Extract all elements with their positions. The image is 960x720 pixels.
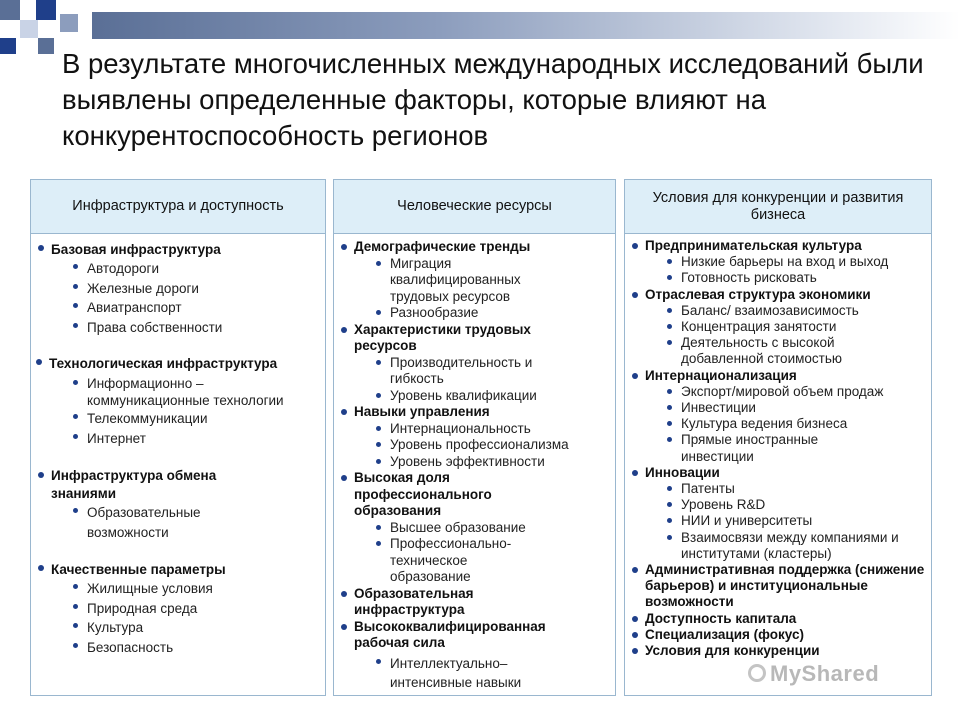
group-title: Высококвалифицированная рабочая сила	[338, 619, 611, 652]
group-title: Качественные параметры	[35, 560, 321, 579]
list-item: Интернациональность	[338, 421, 611, 438]
group-title: Специализация (фокус)	[629, 627, 927, 643]
list-item: Разнообразие	[338, 305, 611, 322]
list-item: Безопасность	[35, 638, 321, 658]
watermark-logo-icon	[748, 664, 766, 682]
group-title: Условия для конкуренции	[629, 643, 927, 659]
list-item: Готовность рисковать	[629, 270, 927, 286]
group-title: Базовая инфраструктура	[35, 240, 321, 259]
column-header: Инфраструктура и доступность	[31, 180, 325, 234]
list-item: Миграция квалифицированных трудовых ресурсов	[338, 256, 611, 306]
list-item: Автодороги	[35, 259, 321, 279]
list-item: Образовательные возможности	[35, 503, 247, 542]
list-item: Патенты	[629, 481, 927, 497]
list-item: Железные дороги	[35, 279, 321, 299]
column-infrastructure	[30, 179, 326, 696]
slide-title: В результате многочисленных международных исследований были выявлены определенные факторы, которые влияют на конкурентоспособность регионов	[62, 48, 924, 151]
group-title: Административная поддержка (снижение барьеров) и институциональные возможности	[629, 562, 927, 611]
group-title: Доступность капитала	[629, 611, 927, 627]
list-item: Авиатранспорт	[35, 298, 321, 318]
group-title: Интернационализация	[629, 368, 927, 384]
decor-square	[38, 38, 54, 54]
column-header: Человеческие ресурсы	[334, 180, 615, 234]
list-item: НИИ и университеты	[629, 513, 927, 529]
group-title: Характеристики трудовых ресурсов	[338, 322, 611, 355]
decor-square	[0, 38, 16, 54]
list-item: Уровень квалификации	[338, 388, 611, 405]
list-item: Экспорт/мировой объем продаж	[629, 384, 927, 400]
list-item: Культура	[35, 618, 321, 638]
group-title: Демографические тренды	[338, 239, 611, 256]
list-item: Телекоммуникации	[35, 409, 321, 429]
list-item: Культура ведения бизнеса	[629, 416, 927, 432]
group-title: Предпринимательская культура	[629, 238, 927, 254]
list-item: Инвестиции	[629, 400, 927, 416]
group-title: Инновации	[629, 465, 927, 481]
list-item: Высшее образование	[338, 520, 611, 537]
decor-square	[36, 0, 56, 20]
group-title: Технологическая инфраструктура	[33, 354, 321, 373]
list-item: Информационно – коммуникационные технологии	[35, 375, 321, 409]
header-gradient-bar	[92, 12, 960, 39]
list-item: Природная среда	[35, 599, 321, 619]
group-title: Высокая доля профессионального образования	[338, 470, 611, 520]
list-item: Деятельность с высокой добавленной стоимостью	[629, 335, 927, 367]
column-business-conditions	[624, 179, 932, 696]
list-item: Интернет	[35, 429, 321, 449]
list-item: Интеллектуально–интенсивные навыки	[338, 654, 611, 692]
decor-square	[0, 0, 20, 20]
list-item: Прямые иностранные инвестиции	[629, 432, 927, 464]
group-title: Навыки управления	[338, 404, 611, 421]
list-item: Баланс/ взаимозависимость	[629, 303, 927, 319]
group-title: Отраслевая структура экономики	[629, 287, 927, 303]
column-human-resources	[333, 179, 616, 696]
list-item: Концентрация занятости	[629, 319, 927, 335]
group-title: Инфраструктура обмена знаниями	[35, 467, 251, 503]
list-item: Низкие барьеры на вход и выход	[629, 254, 927, 270]
list-item: Уровень профессионализма	[338, 437, 611, 454]
list-item: Уровень R&D	[629, 497, 927, 513]
list-item: Профессионально-техническое образование	[338, 536, 611, 586]
column-header: Условия для конкуренции и развития бизнеса	[625, 180, 931, 234]
list-item: Жилищные условия	[35, 579, 321, 599]
list-item: Производительность и гибкость	[338, 355, 611, 388]
list-item: Права собственности	[35, 318, 321, 338]
group-title: Образовательная инфраструктура	[338, 586, 611, 619]
decor-square	[60, 14, 78, 32]
decor-square	[20, 20, 38, 38]
list-item: Уровень эффективности	[338, 454, 611, 471]
list-item: Взаимосвязи между компаниями и институтами (кластеры)	[629, 530, 927, 562]
watermark-text: MyShared	[770, 661, 880, 686]
